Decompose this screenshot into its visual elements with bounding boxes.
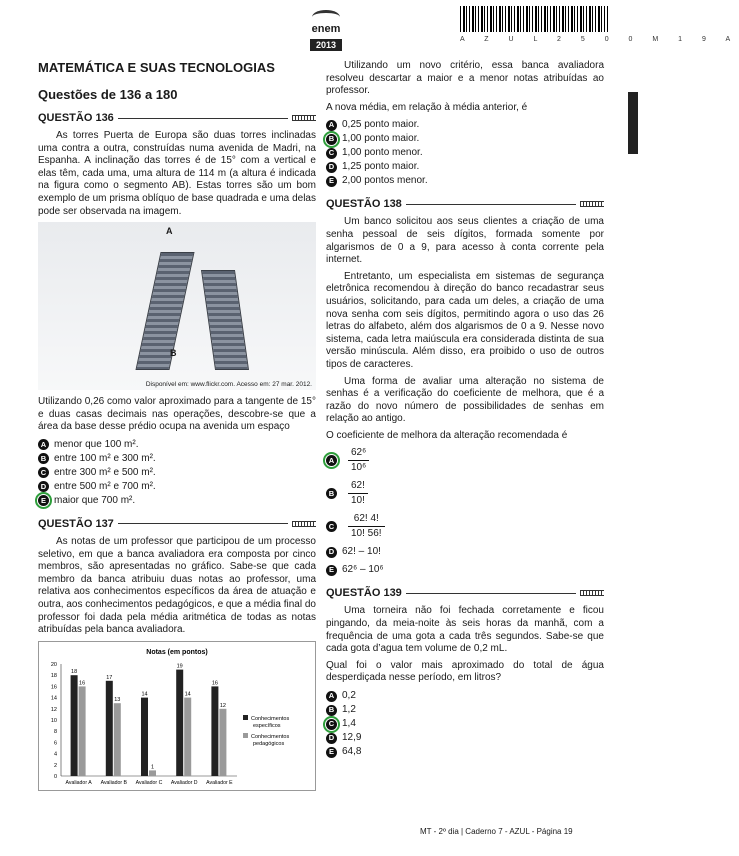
bar-value-label: 1 — [150, 764, 155, 771]
option-badge: D — [326, 162, 337, 173]
option-e[interactable] — [326, 174, 604, 188]
option-text: 12,9 — [342, 732, 362, 744]
option-c[interactable] — [326, 146, 604, 160]
option-badge: A — [326, 120, 337, 131]
option-a[interactable] — [326, 446, 604, 475]
logo-brand: enem — [311, 23, 341, 35]
option-a[interactable] — [326, 118, 604, 132]
option-text: 1,00 ponto maior. — [342, 133, 420, 145]
section-title: MATEMÁTICA E SUAS TECNOLOGIAS — [38, 60, 275, 75]
page-header — [0, 0, 739, 52]
option-badge: D — [326, 733, 337, 744]
option-badge: C — [38, 467, 49, 478]
right-column — [326, 60, 604, 759]
enem-logo — [290, 10, 362, 50]
question-label: QUESTÃO 136 — [38, 112, 114, 124]
chart-title: Notas (em pontos) — [146, 648, 208, 656]
question-137-prompt: A nova média, em relação à média anterior, é — [326, 101, 528, 113]
header-arrow-icon — [292, 115, 316, 121]
y-tick-label: 12 — [50, 706, 57, 713]
question-137-text: As notas de um professor que participou de um processo seletivo, em que a banca avaliadora era composta por cinco membros, são apresentadas no gráfico. Sabe-se que cada membro da banca atribuiu duas notas ao professor, uma relativa aos conhecimentos específicos da área de atuação e outra, aos conhecimentos pedagógicos, e que a média final do professor foi dada pela média aritmética de todas as notas atribuídas pela banca avaliadora. — [38, 535, 316, 636]
option-badge: B — [326, 705, 337, 716]
question-137-options — [326, 118, 604, 188]
option-badge-selected: E — [38, 495, 49, 506]
fraction — [348, 446, 369, 475]
y-tick-label: 20 — [50, 661, 57, 668]
bar — [71, 675, 78, 776]
figure-label-a: A — [166, 226, 173, 237]
y-tick-label: 18 — [50, 672, 57, 679]
denominator: 10! — [351, 495, 365, 507]
option-badge: C — [326, 148, 337, 159]
option-text: entre 100 m² e 300 m². — [54, 452, 156, 464]
option-badge: B — [326, 488, 337, 499]
question-label: QUESTÃO 138 — [326, 198, 402, 211]
denominator: 10⁶ — [351, 462, 367, 474]
y-tick-label: 16 — [50, 684, 57, 691]
tower-left — [135, 252, 194, 370]
fraction — [348, 512, 385, 541]
question-136-prompt: Utilizando 0,26 como valor aproximado para a tangente de 15° e duas casas decimais nas operações, descobre-se que a área da base desse prédio ocupa na avenida um espaço — [38, 396, 316, 433]
option-text: 2,00 pontos menor. — [342, 175, 428, 187]
option-badge-selected: B — [326, 134, 337, 145]
question-136-options — [38, 438, 316, 508]
option-badge-selected: A — [326, 455, 337, 466]
bar — [141, 697, 148, 775]
question-label: QUESTÃO 139 — [326, 587, 402, 600]
x-tick-label: Avaliador C — [135, 779, 163, 786]
option-badge-selected: C — [326, 719, 337, 730]
numerator: 62! — [348, 479, 368, 494]
y-tick-label: 0 — [53, 773, 57, 780]
numerator: 62! 4! — [348, 512, 385, 527]
bar-value-label: 16 — [211, 680, 218, 687]
figure-label-b: B — [170, 348, 177, 359]
option-text: 64,8 — [342, 746, 362, 758]
bar-value-label: 14 — [184, 691, 191, 698]
towers-image — [38, 222, 316, 390]
option-d[interactable] — [326, 545, 604, 559]
option-text: menor que 100 m². — [54, 438, 139, 450]
option-c[interactable] — [326, 717, 604, 731]
option-e[interactable] — [38, 494, 316, 508]
chart-canvas — [39, 642, 315, 790]
option-b[interactable] — [326, 479, 604, 508]
option-b[interactable] — [326, 703, 604, 717]
legend-label: Conhecimentos — [251, 715, 290, 722]
question-138-p1: Um banco solicitou aos seus clientes a criação de uma senha pessoal de seis dígitos, formada somente por algarismos de 0 a 9, para acesso à conta corrente pela internet. — [326, 216, 604, 266]
option-e[interactable] — [326, 563, 604, 577]
bar-value-label: 19 — [176, 663, 183, 670]
option-badge: B — [38, 453, 49, 464]
question-138-options — [326, 446, 604, 577]
page-footer: MT - 2º dia | Caderno 7 - AZUL - Página 19 — [420, 827, 573, 836]
bar-value-label: 12 — [219, 702, 226, 709]
header-arrow-icon — [580, 590, 604, 596]
section-subtitle: Questões de 136 a 180 — [38, 87, 178, 102]
bar — [149, 770, 156, 776]
bar — [79, 686, 86, 776]
option-badge: A — [38, 439, 49, 450]
option-e[interactable] — [326, 745, 604, 759]
option-text: 1,2 — [342, 704, 356, 716]
y-tick-label: 4 — [53, 751, 57, 758]
bar — [184, 697, 191, 775]
option-text: 62! – 10! — [342, 546, 381, 558]
bar — [114, 703, 121, 776]
x-tick-label: Avaliador B — [100, 779, 128, 786]
option-badge: D — [326, 547, 337, 558]
question-136-header — [38, 112, 316, 124]
option-text: maior que 700 m². — [54, 494, 136, 506]
bar-value-label: 13 — [114, 696, 121, 703]
option-d[interactable] — [38, 480, 316, 494]
barcode — [460, 6, 608, 32]
option-text: entre 300 m² e 500 m². — [54, 466, 156, 478]
logo-year: 2013 — [310, 39, 342, 51]
bar — [106, 680, 113, 775]
bar-value-label: 14 — [141, 691, 148, 698]
option-text: 1,4 — [342, 718, 356, 730]
legend-swatch — [243, 733, 248, 738]
y-tick-label: 10 — [50, 717, 57, 724]
option-c[interactable] — [38, 466, 316, 480]
option-text: 62⁶ – 10⁶ — [342, 564, 384, 576]
x-tick-label: Avaliador A — [65, 779, 92, 786]
question-136-text: As torres Puerta de Europa são duas torres inclinadas uma contra a outra, construídas numa avenida de Madri, na Espanha. A inclinação das torres é de 15° com a vertical e elas têm, cada uma, uma altura de 114 m (a altura é indicada na figura como o segmento AB). Estas torres são um bom exemplo de um prisma oblíquo de base quadrada e uma delas pode ser observada na imagem. — [38, 130, 316, 217]
question-137-header — [38, 518, 316, 530]
option-badge: E — [326, 747, 337, 758]
question-label: QUESTÃO 137 — [38, 517, 114, 530]
option-badge: E — [326, 176, 337, 187]
option-a[interactable] — [326, 689, 604, 703]
question-139-text: Uma torneira não foi fechada corretamente e ficou pingando, da meia-noite às seis horas da manhã, com a frequência de uma gota a cada três segundos. Sabe-se que cada gota d’agua tem volume de 0,2 mL. — [326, 605, 604, 655]
option-c[interactable] — [326, 512, 604, 541]
question-137-continuation: Utilizando um novo critério, essa banca avaliadora resolveu descartar a maior e a menor notas atribuídas ao professor. — [326, 60, 604, 97]
option-b[interactable] — [326, 132, 604, 146]
option-badge: E — [326, 565, 337, 576]
option-text: entre 500 m² e 700 m². — [54, 480, 156, 492]
question-139-prompt: Qual foi o valor mais aproximado do total de água desperdiçada nesse período, em litros? — [326, 659, 604, 684]
option-badge: C — [326, 521, 337, 532]
y-tick-label: 8 — [53, 728, 57, 735]
question-139-header — [326, 587, 604, 599]
option-badge: D — [38, 481, 49, 492]
question-138-header — [326, 198, 604, 210]
option-a[interactable] — [38, 438, 316, 452]
option-text: 0,2 — [342, 690, 356, 702]
option-text: 1,00 ponto menor. — [342, 147, 423, 159]
grades-chart — [38, 641, 316, 791]
question-138-p2: Entretanto, um especialista em sistemas de segurança eletrônica recomendou à direção do banco recadastrar seus usuários, solicitando, para cada um deles, a criação de uma nova senha com seis dígitos, permitindo agora o uso das 26 letras do alfabeto, além dos algarismos de 0 a 9. Nesse novo sistema, cada letra maiúscula era considerada distinta de sua versão minúscula. Além disso, era proibido o uso de outros tipos de caracteres. — [326, 270, 604, 370]
fraction — [348, 479, 368, 508]
y-tick-label: 14 — [50, 695, 57, 702]
y-tick-label: 6 — [53, 740, 57, 747]
enem-arc-icon — [312, 10, 340, 24]
question-138-p3: Uma forma de avaliar uma alteração no sistema de senhas é a verificação do coeficiente de melhora, que é a razão do novo número de possibilidades de senhas em relação ao antigo. — [326, 375, 604, 425]
legend-label: específicos — [253, 722, 281, 729]
header-arrow-icon — [580, 201, 604, 207]
bar-value-label: 17 — [106, 674, 113, 681]
bar — [176, 669, 183, 775]
question-138-prompt: O coeficiente de melhora da alteração recomendada é — [326, 429, 568, 441]
option-text: 0,25 ponto maior. — [342, 119, 420, 131]
question-139-options — [326, 689, 604, 759]
bar-value-label: 18 — [71, 668, 78, 675]
option-d[interactable] — [326, 160, 604, 174]
header-arrow-icon — [292, 521, 316, 527]
tower-right — [201, 270, 249, 370]
bar — [219, 708, 226, 775]
y-tick-label: 2 — [53, 762, 57, 769]
option-text: 1,25 ponto maior. — [342, 161, 420, 173]
option-badge: A — [326, 691, 337, 702]
left-column — [38, 60, 316, 791]
bar — [211, 686, 218, 776]
side-tab-marker — [628, 92, 638, 154]
legend-label: Conhecimentos — [251, 733, 290, 740]
denominator: 10! 56! — [351, 528, 382, 540]
barcode-text: A Z U L 2 5 0 0 M 1 9 A — [460, 36, 739, 43]
bar-value-label: 16 — [79, 680, 86, 687]
numerator: 62⁶ — [348, 446, 369, 461]
x-tick-label: Avaliador E — [206, 779, 233, 786]
option-b[interactable] — [38, 452, 316, 466]
x-tick-label: Avaliador D — [170, 779, 198, 786]
option-d[interactable] — [326, 731, 604, 745]
legend-label: pedagógicos — [253, 740, 285, 747]
image-credit: Disponível em: www.flickr.com. Acesso em: 27 mar. 2012. — [145, 381, 312, 389]
legend-swatch — [243, 715, 248, 720]
